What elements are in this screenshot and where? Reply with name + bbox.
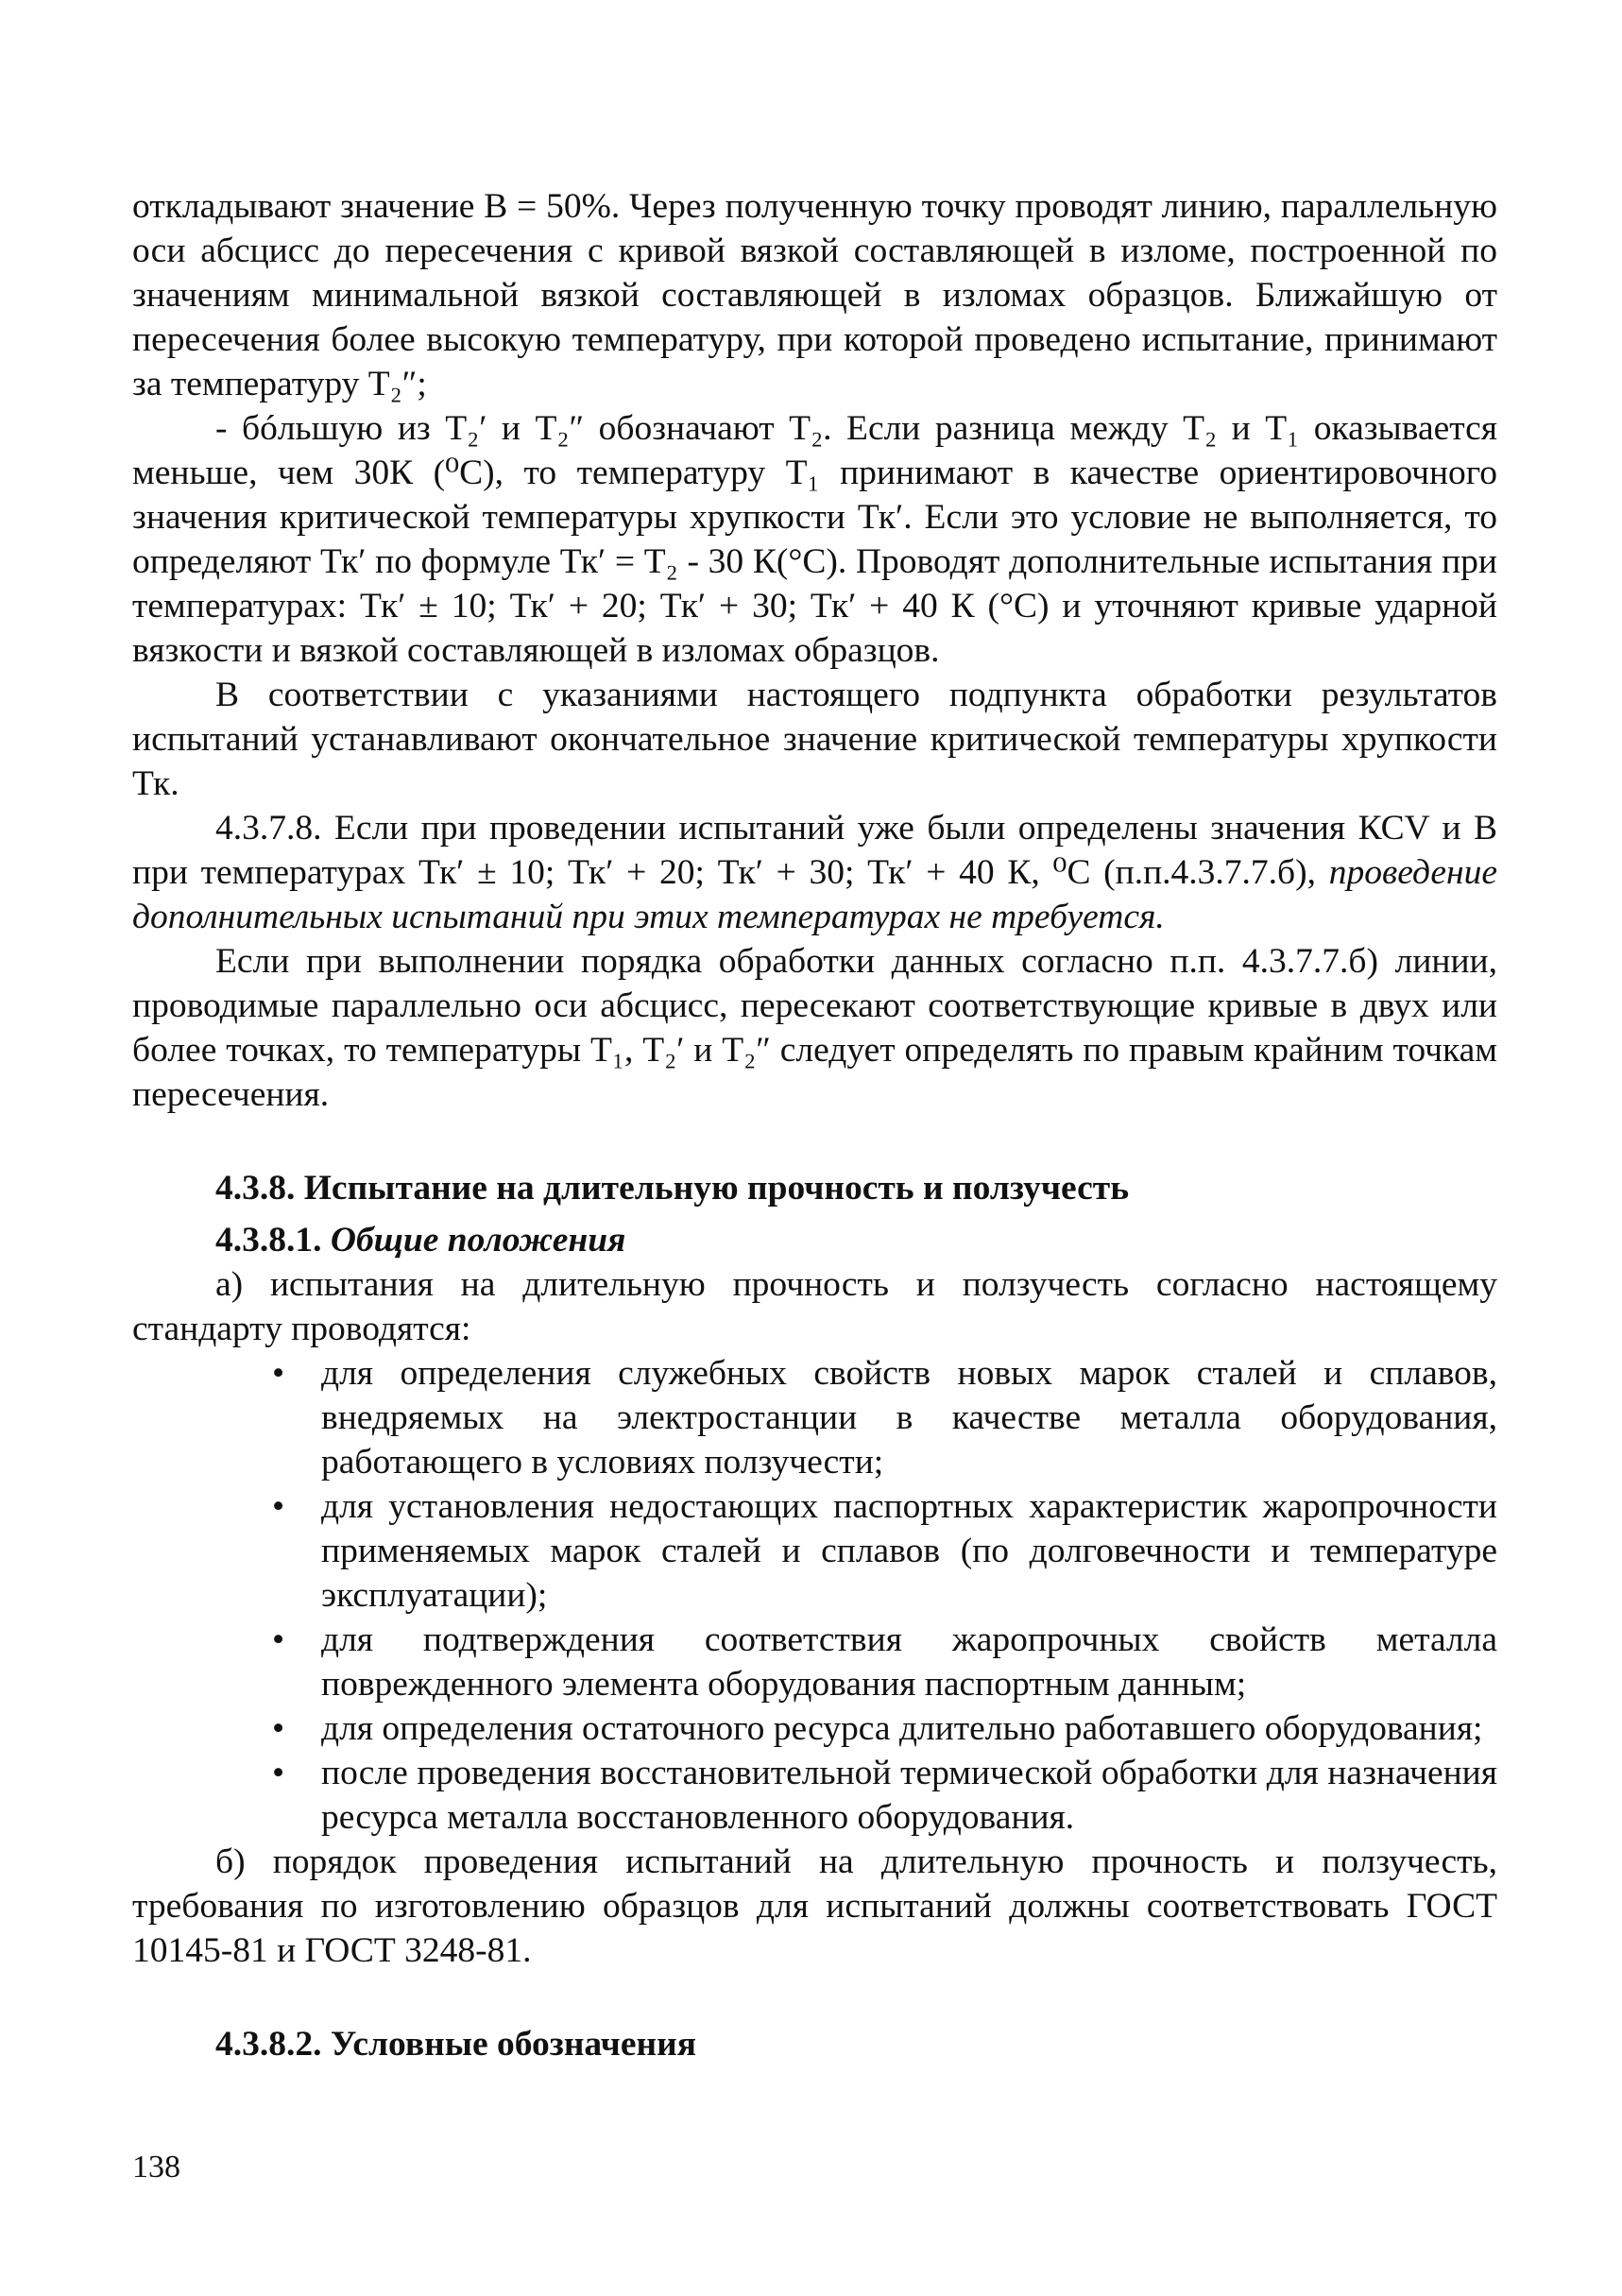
paragraph-final-tk: В соответствии с указаниями настоящего подпункта обработки результатов испытаний устанавливают окончательное значение критической температуры хрупкости Тк.: [132, 676, 1497, 803]
subsection-heading-4382: 4.3.8.2. Условные обозначения: [215, 2025, 696, 2064]
list-item: • для подтверждения соответствия жаропрочных свойств металла поврежденного элемента оборудования паспортным данным;: [321, 1618, 1497, 1706]
list-item: • для установления недостающих паспортных характеристик жаропрочности применяемых марок сталей и сплавов (по долговечности и температуре эксплуатации);: [321, 1484, 1497, 1618]
subsection-heading-4381: [215, 1218, 1497, 1262]
paragraph-4378: [132, 806, 1497, 939]
page-body: [132, 184, 1497, 2066]
paragraph-t2-comparison: - бóльшую из Т₂′ и Т₂″ обозначают Т₂. Если разница между Т₂ и Т₁ оказывается меньше, чем 30К (⁰С), то температуру Т₁ принимают в качестве ориентировочного значения критической температуры хрупкости Тк′. Если это условие не выполняется, то определяют Тк′ по формуле Тк′ = Т₂ - 30 К(°С). Проводят дополнительные испытания при температурах: Тк′ ± 10; Тк′ + 20; Тк′ + 30; Тк′ + 40 К (°С) и уточняют кривые ударной вязкости и вязкой составляющей в изломах образцов.: [132, 409, 1497, 670]
bullet-list: [132, 1351, 1497, 1840]
paragraph-4378-italic: проведение дополнительных испытаний при этих температурах не требуется.: [132, 853, 1498, 936]
page-number: 138: [132, 2150, 180, 2185]
paragraph-item-b: б) порядок проведения испытаний на длительную прочность и ползучесть, требования по изготовлению образцов для испытаний должны соответствовать ГОСТ 10145-81 и ГОСТ 3248-81.: [132, 1842, 1497, 1970]
subsection-number-4381: 4.3.8.1.: [215, 1221, 322, 1259]
subsection-title-4381: Общие положения: [330, 1221, 626, 1259]
list-item: • для определения остаточного ресурса длительно работавшего оборудования;: [321, 1706, 1497, 1751]
paragraph-continuation: откладывают значение В = 50%. Через полученную точку проводят линию, параллельную оси абсцисс до пересечения с кривой вязкой составляющей в изломе, построенной по значениям минимальной вязкой составляющей в изломах образцов. Ближайшую от пересечения более высокую температуру, при которой проведено испытание, принимают за температуру Т₂″;: [132, 187, 1497, 403]
paragraph-4378-text: 4.3.7.8. Если при проведении испытаний уже были определены значения КСV и В при температурах Тк′ ± 10; Тк′ + 20; Тк′ + 30; Тк′ + 40 К, ⁰С (п.п.4.3.7.7.б),: [132, 809, 1497, 892]
paragraph-item-a: а) испытания на длительную прочность и ползучесть согласно настоящему стандарту проводятся:: [132, 1265, 1497, 1348]
paragraph-intersections: Если при выполнении порядка обработки данных согласно п.п. 4.3.7.7.б) линии, проводимые параллельно оси абсцисс, пересекают соответствующие кривые в двух или более точках, то температуры Т₁, Т₂′ и Т₂″ следует определять по правым крайним точкам пересечения.: [132, 942, 1497, 1114]
list-item: • для определения служебных свойств новых марок сталей и сплавов, внедряемых на электростанции в качестве металла оборудования, работающего в условиях ползучести;: [321, 1351, 1497, 1484]
list-item: • после проведения восстановительной термической обработки для назначения ресурса металла восстановленного оборудования.: [321, 1751, 1497, 1840]
section-heading-438: 4.3.8. Испытание на длительную прочность и ползучесть: [215, 1169, 1130, 1208]
